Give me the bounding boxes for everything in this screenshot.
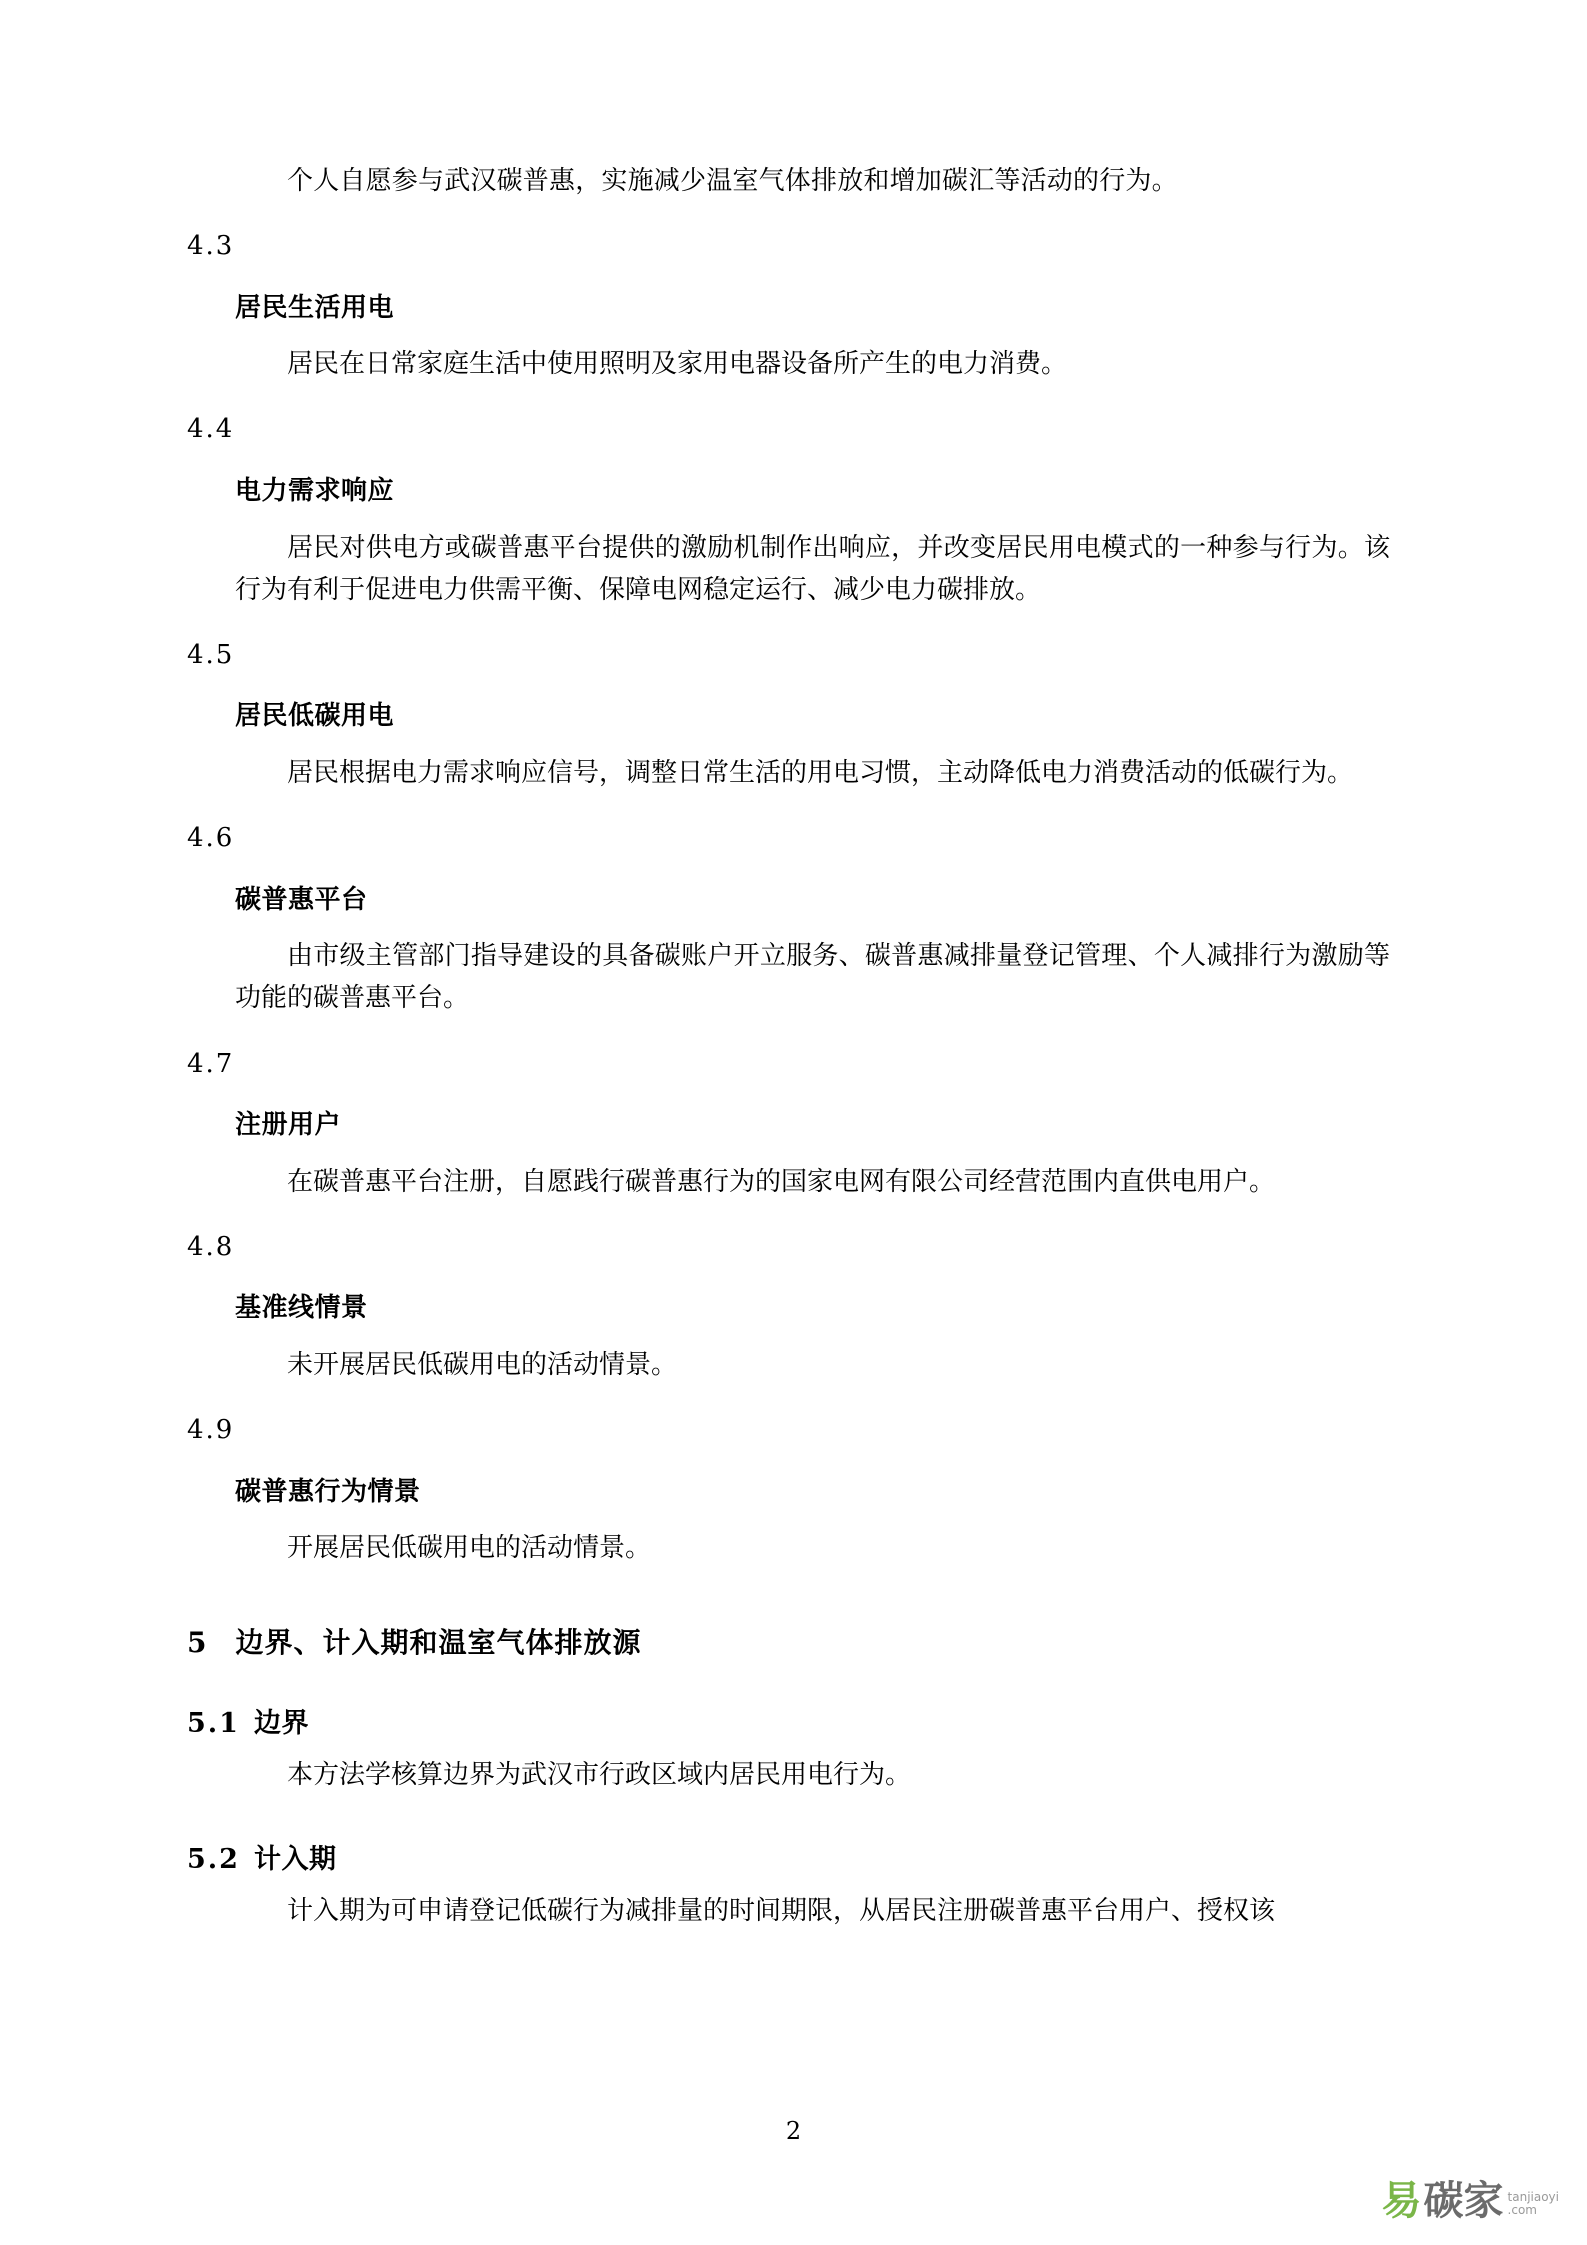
subsection-title-5-2: 计入期 [253,1843,337,1875]
page-number: 2 [785,2117,802,2145]
watermark-domain [1508,2191,1559,2221]
watermark-domain-name: tanjiaoyi [1507,2189,1559,2204]
document-content [187,160,1390,1932]
clause-number-4-3: 4.3 [187,231,235,262]
section-title: 边界、计入期和温室气体排放源 [235,1626,642,1660]
subsection-body-5-1: 本方法学核算边界为武汉市行政区域内居民用电行为。 [287,1760,912,1791]
subsection-number-5-1: 5.1 [187,1708,240,1740]
watermark-logo [1381,2178,1559,2224]
clause-definition-4-8: 未开展居民低碳用电的活动情景。 [287,1350,678,1380]
clause-term-4-7: 注册用户 [235,1110,342,1141]
watermark-char-jia: 家 [1463,2178,1504,2224]
clause-definition-4-7: 在碳普惠平台注册，自愿践行碳普惠行为的国家电网有限公司经营范围内直供电用户。 [287,1166,1276,1197]
subsection-body-5-2: 计入期为可申请登记低碳行为减排量的时间期限，从居民注册碳普惠平台用户、授权该 [287,1895,1276,1926]
clause-term-4-6: 碳普惠平台 [235,884,368,915]
clause-number-4-7: 4.7 [187,1048,235,1079]
watermark-char-tan: 碳 [1423,2178,1464,2224]
section-number: 5 [187,1626,208,1660]
clause-term-4-8: 基准线情景 [235,1293,368,1324]
subsection-heading-5-1 [187,1701,1390,1740]
intro-paragraph: 个人自愿参与武汉碳普惠，实施减少温室气体排放和增加碳汇等活动的行为。 [287,166,1178,196]
clause-number-4-6: 4.6 [187,823,235,854]
clause-number-4-9: 4.9 [187,1415,235,1446]
clause-definition-4-4: 居民对供电方或碳普惠平台提供的激励机制作出响应，并改变居民用电模式的一种参与行为。该行为有利于促进电力供需平衡、保障电网稳定运行、减少电力碳排放。 [235,532,1390,605]
clause-definition-4-9: 开展居民低碳用电的活动情景。 [287,1533,652,1564]
clause-definition-4-5: 居民根据电力需求响应信号，调整日常生活的用电习惯，主动降低电力消费活动的低碳行为。 [287,758,1354,788]
clause-term-4-3: 居民生活用电 [235,292,395,323]
subsection-number-5-2: 5.2 [187,1843,240,1875]
subsection-heading-5-2 [187,1837,1390,1876]
clause-term-4-4: 电力需求响应 [235,476,395,506]
section-heading-5 [187,1621,1390,1661]
watermark-char-yi: 易 [1381,2178,1422,2224]
subsection-title-5-1: 边界 [253,1708,309,1740]
clause-number-4-4: 4.4 [187,414,235,445]
clause-term-4-9: 碳普惠行为情景 [235,1476,421,1507]
clause-term-4-5: 居民低碳用电 [235,701,395,732]
clause-number-4-8: 4.8 [187,1231,235,1262]
clause-definition-4-3: 居民在日常家庭生活中使用照明及家用电器设备所产生的电力消费。 [287,349,1068,380]
watermark-domain-tld: .com [1507,2202,1537,2217]
clause-number-4-5: 4.5 [187,639,235,670]
clause-definition-4-6: 由市级主管部门指导建设的具备碳账户开立服务、碳普惠减排量登记管理、个人减排行为激励等功能的碳普惠平台。 [235,941,1390,1014]
